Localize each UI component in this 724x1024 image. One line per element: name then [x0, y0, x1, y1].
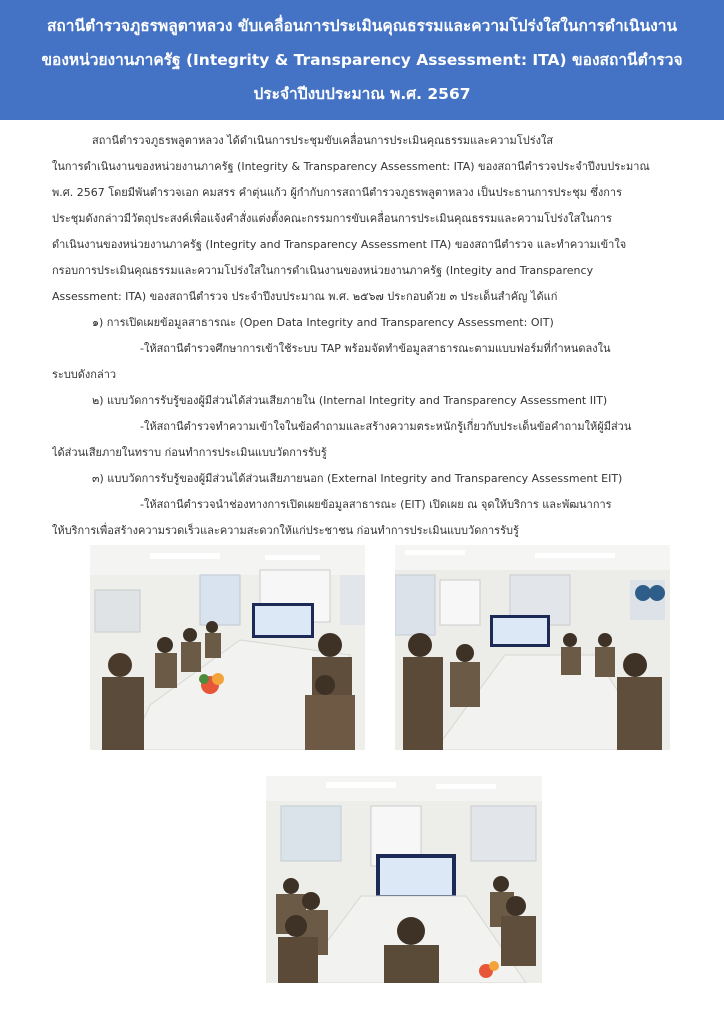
item-detail-oit-cont: ระบบดังกล่าว: [52, 368, 117, 381]
header-title-line-2: ของหน่วยงานภาครัฐ (Integrity & Transparency Assessment: ITA) ของสถานีตำรวจ: [41, 51, 683, 69]
intro-line: กรอบการประเมินคุณธรรมและความโปร่งใสในการดำเนินงานของหน่วยงานภาครัฐ (Integity and Transparency: [52, 264, 594, 277]
item-detail-oit: -ให้สถานีตำรวจศึกษาการเข้าใช้ระบบ TAP พร้อมจัดทำข้อมูลสาธารณะตามแบบฟอร์มที่กำหนดลงใน: [140, 342, 611, 355]
meeting-photo-3: [266, 776, 542, 983]
meeting-photo-2: [395, 545, 670, 750]
item-detail-iit-cont: ได้ส่วนเสียภายในทราบ ก่อนทำการประเมินแบบวัดการรับรู้: [52, 446, 327, 459]
intro-line: ประชุมดังกล่าวมีวัตถุประสงค์เพื่อแจ้งคำสั่งแต่งตั้งคณะกรรมการขับเคลื่อนการประเมินคุณธรรมและความโปร่งใสในการ: [52, 212, 612, 225]
item-heading-eit: ๓) แบบวัดการรับรู้ของผู้มีส่วนได้ส่วนเสียภายนอก (External Integrity and Transparency Assessment EIT): [92, 472, 623, 485]
item-detail-eit-cont: ให้บริการเพื่อสร้างความรวดเร็วและความสะดวกให้แก่ประชาชน ก่อนทำการประเมินแบบวัดการรับรู้: [52, 524, 519, 537]
intro-line: ในการดำเนินงานของหน่วยงานภาครัฐ (Integrity & Transparency Assessment: ITA) ของสถานีตำรวจประจำปีงบประมาณ: [52, 160, 650, 173]
item-detail-eit: -ให้สถานีตำรวจนำช่องทางการเปิดเผยข้อมูลสาธารณะ (EIT) เปิดเผย ณ จุดให้บริการ และพัฒนาการ: [140, 498, 612, 511]
intro-line: ดำเนินงานของหน่วยงานภาครัฐ (Integrity and Transparency Assessment ITA) ของสถานีตำรวจ และทำความเข้าใจ: [52, 238, 627, 251]
article-body: [52, 128, 674, 544]
header-title-line-1: สถานีตำรวจภูธรพลูตาหลวง ขับเคลื่อนการประเมินคุณธรรมและความโปร่งใสในการดำเนินงาน: [46, 17, 678, 35]
intro-line: พ.ศ. 2567 โดยมีพันตำรวจเอก คมสรร คำตุ่นแก้ว ผู้กำกับการสถานีตำรวจภูธรพลูตาหลวง เป็นประธานการประชุม ซึ่งการ: [52, 186, 622, 199]
intro-line: Assessment: ITA) ของสถานีตำรวจ ประจำปีงบประมาณ พ.ศ. ๒๕๖๗ ประกอบด้วย ๓ ประเด็นสำคัญ ได้แก่: [52, 290, 558, 303]
item-detail-iit: -ให้สถานีตำรวจทำความเข้าใจในข้อคำถามและสร้างความตระหนักรู้เกี่ยวกับประเด็นข้อคำถามให้ผู้มีส่วน: [140, 420, 632, 433]
meeting-photo-2-image: [395, 545, 670, 750]
meeting-photo-3-image: [266, 776, 542, 983]
header-title-line-3: ประจำปีงบประมาณ พ.ศ. 2567: [253, 85, 471, 103]
page-header: [0, 0, 724, 120]
meeting-photo-1-image: [90, 545, 365, 750]
meeting-photo-1: [90, 545, 365, 750]
intro-line: สถานีตำรวจภูธรพลูตาหลวง ได้ดำเนินการประชุมขับเคลื่อนการประเมินคุณธรรมและความโปร่งใส: [92, 134, 554, 147]
item-heading-oit: ๑) การเปิดเผยข้อมูลสาธารณะ (Open Data Integrity and Transparency Assessment: OIT): [92, 316, 554, 329]
item-heading-iit: ๒) แบบวัดการรับรู้ของผู้มีส่วนได้ส่วนเสียภายใน (Internal Integrity and Transparency Assessment IIT): [92, 394, 608, 407]
